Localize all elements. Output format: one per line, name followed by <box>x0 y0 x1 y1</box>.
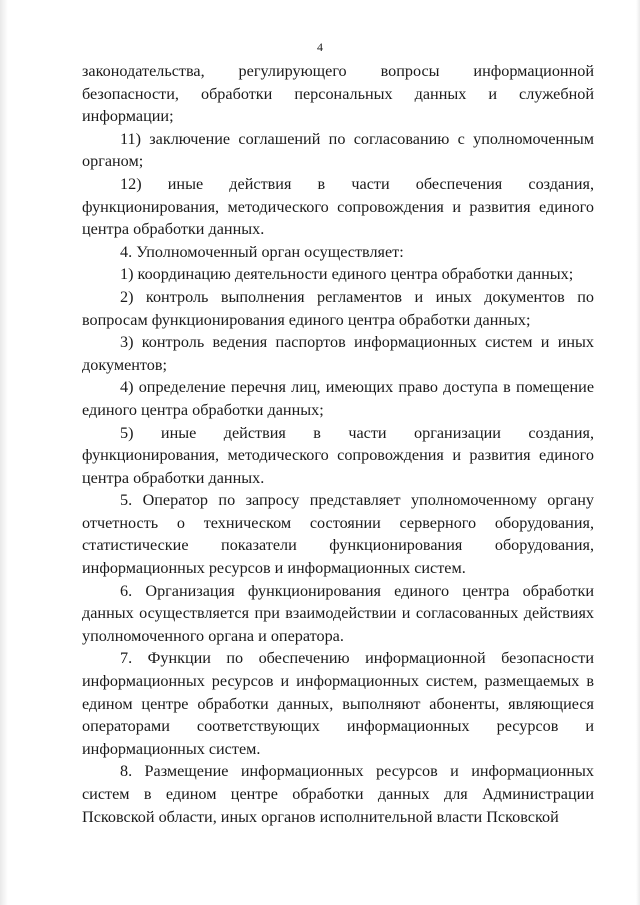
paragraph-section-7: 7. Функции по обеспечению информационной безопасности информационных ресурсов и информационных систем, размещаемых в едином центре обработки данных, выполняют абоненты, являющиеся операторами соответствующих информационных ресурсов и информационных систем. <box>82 649 594 758</box>
document-body <box>82 60 594 828</box>
paragraph-section-4-item-1: 1) координацию деятельности единого центра обработки данных; <box>120 265 574 284</box>
paragraph-section-5: 5. Оператор по запросу представляет уполномоченному органу отчетность о техническом состоянии серверного оборудования, статистические показатели функционирования оборудования, информационных ресурсов и информационных систем. <box>82 491 594 578</box>
paragraph-section-4-item-3: 3) контроль ведения паспортов информационных систем и иных документов; <box>82 333 594 374</box>
paragraph-section-4-item-5: 5) иные действия в части организации создания, функционирования, методического сопровождения и развития единого центра обработки данных. <box>82 423 594 487</box>
paragraph-section-4-item-2: 2) контроль выполнения регламентов и иных документов по вопросам функционирования единого центра обработки данных; <box>82 287 594 329</box>
paragraph-section-8: 8. Размещение информационных ресурсов и информационных систем в едином центре обработки данных для Администрации Псковской области, иных органов исполнительной власти Псковской <box>82 762 594 826</box>
paragraph-section-4: 4. Уполномоченный орган осуществляет: <box>120 242 404 261</box>
paragraph-continuation: законодательства, регулирующего вопросы информационной безопасности, обработки персональных данных и служебной информации; <box>82 62 594 126</box>
page-number: 4 <box>317 40 323 54</box>
paragraph-section-6: 6. Организация функционирования единого центра обработки данных осуществляется при взаимодействии и согласованных действиях уполномоченного органа и оператора. <box>82 581 594 645</box>
paragraph-section-4-item-4: 4) определение перечня лиц, имеющих право доступа в помещение единого центра обработки данных; <box>82 378 594 419</box>
page-edge-right <box>636 0 640 905</box>
page-edge-left <box>0 0 8 905</box>
paragraph-item-12: 12) иные действия в части обеспечения создания, функционирования, методического сопровождения и развития единого центра обработки данных. <box>82 174 594 239</box>
paragraph-item-11: 11) заключение соглашений по согласованию с уполномоченным органом; <box>82 129 594 171</box>
